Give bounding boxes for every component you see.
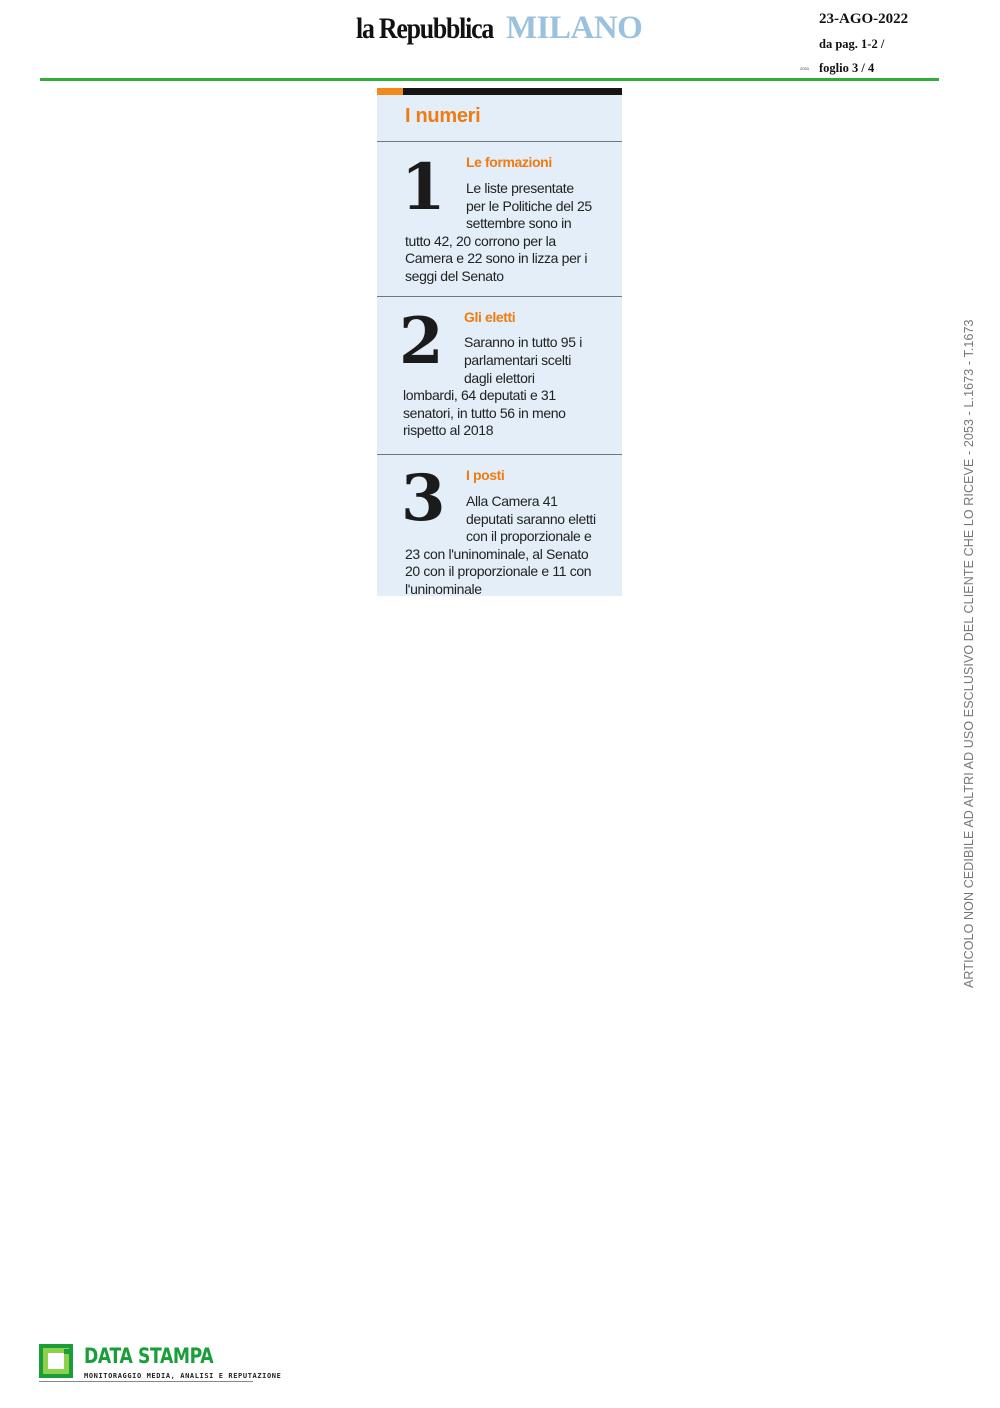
masthead bbox=[356, 10, 642, 50]
section-text-line: 20 con il proporzionale e 11 con bbox=[405, 563, 592, 579]
box-top-accent bbox=[377, 88, 403, 95]
section-divider bbox=[377, 454, 622, 455]
section-text-line: settembre sono in bbox=[466, 215, 572, 231]
numbers-box bbox=[377, 88, 622, 596]
section-text-line: con il proporzionale e bbox=[466, 528, 592, 544]
data-stampa-logo-icon bbox=[39, 1344, 73, 1378]
section-title: Gli eletti bbox=[464, 309, 516, 325]
client-code: 2053 bbox=[800, 66, 809, 71]
masthead-city-edition: MILANO bbox=[506, 10, 643, 46]
section-text-line: Le liste presentate bbox=[466, 180, 574, 196]
section-text-line: dagli elettori bbox=[464, 370, 535, 386]
section-text-line: Camera e 22 sono in lizza per i bbox=[405, 250, 588, 266]
section-text-line: per le Politiche del 25 bbox=[466, 198, 592, 214]
box-heading: I numeri bbox=[405, 105, 481, 127]
section-title: I posti bbox=[466, 467, 505, 483]
section-text-line: senatori, in tutto 56 in meno bbox=[403, 405, 566, 421]
section-number: 3 bbox=[401, 461, 446, 536]
section-number: 1 bbox=[401, 150, 446, 225]
box-top-bar bbox=[377, 88, 622, 95]
section-text-line: seggi del Senato bbox=[405, 268, 504, 284]
header-divider bbox=[40, 78, 939, 81]
publication-date: 23-AGO-2022 bbox=[819, 11, 909, 27]
sheet-number: foglio 3 / 4 bbox=[819, 61, 875, 75]
page-range: da pag. 1-2 / bbox=[819, 37, 885, 51]
section-divider bbox=[377, 296, 622, 297]
section-text-line: Alla Camera 41 bbox=[466, 493, 558, 509]
section-text-line: rispetto al 2018 bbox=[403, 422, 494, 438]
section-text-line: tutto 42, 20 corrono per la bbox=[405, 233, 556, 249]
section-number: 2 bbox=[399, 304, 444, 379]
copyright-notice: ARTICOLO NON CEDIBILE AD ALTRI AD USO ESCLUSIVO DEL CLIENTE CHE LO RICEVE - 2053 - L.1673 - T.1673 bbox=[962, 319, 976, 988]
section-divider bbox=[377, 141, 622, 142]
logo-underline bbox=[39, 1381, 253, 1382]
section-text-line: 23 con l'uninominale, al Senato bbox=[405, 546, 589, 562]
logo-name: DATA STAMPA bbox=[84, 1344, 214, 1368]
section-text-line: lombardi, 64 deputati e 31 bbox=[403, 387, 556, 403]
masthead-newspaper-name: la Repubblica bbox=[356, 12, 494, 45]
section-text-line: l'uninominale bbox=[405, 581, 482, 596]
section-text-line: parlamentari scelti bbox=[464, 352, 571, 368]
section-text-line: deputati saranno eletti bbox=[466, 511, 596, 527]
section-text-line: Saranno in tutto 95 i bbox=[464, 334, 582, 350]
section-title: Le formazioni bbox=[466, 154, 552, 170]
logo-tagline: MONITORAGGIO MEDIA, ANALISI E REPUTAZIONE bbox=[84, 1372, 282, 1380]
